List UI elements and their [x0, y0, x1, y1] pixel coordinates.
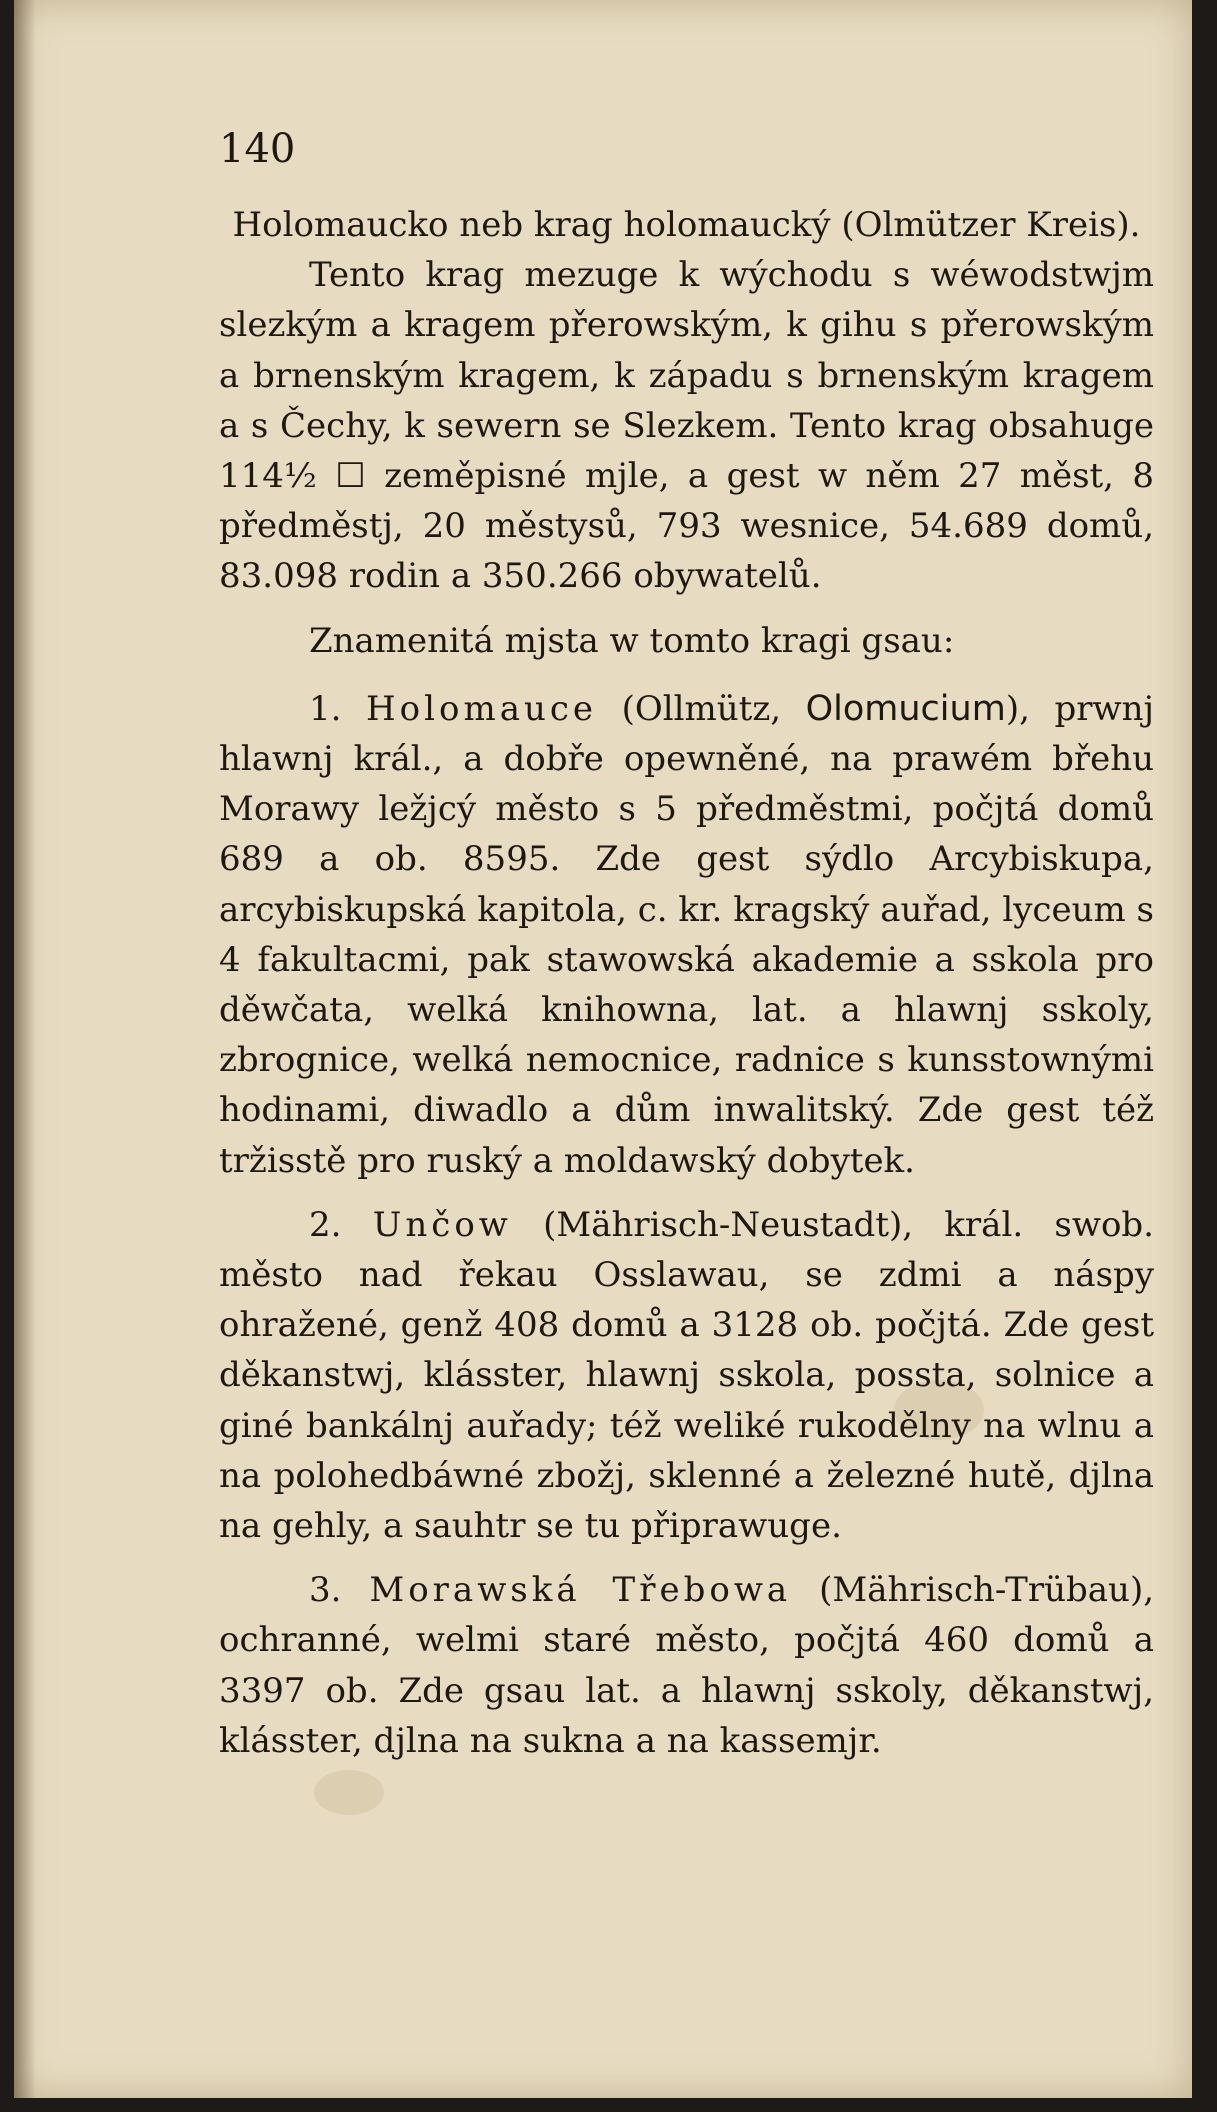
intro-paragraph: Tento krag mezuge k wýchodu s wéwodstwjm slezkým a kragem přerowským, k gihu s přerowským a brnenským kragem, k západu s brnenským kragem a s Čechy, k sewern se Slezkem. Tento krag obsahuge 114½ ☐ zeměpisné mjle, a gest w něm 27 měst, 8 předměstj, 20 městysů, 793 wesnice, 54.689 domů, 83.098 rodin a 350.266 obywatelů. — [219, 255, 1154, 597]
list-item — [219, 1565, 1154, 1766]
paper-stain — [314, 1770, 384, 1815]
item-latin-name: Olomucium — [805, 688, 1006, 729]
book-page — [14, 0, 1192, 2098]
section-heading — [219, 200, 1154, 250]
page-text — [219, 200, 1154, 1766]
item-text: ochranné, welmi staré město, počjtá 460 domů a 3397 ob. Zde gsau lat. a hlawnj sskoly, děkanstwj, klásster, djlna na sukna a na kassemjr. — [219, 1620, 1154, 1761]
item-text: prwnj hlawnj král., a dobře opewněné, na prawém břehu Morawy ležjcý město s 5 předměstmi, počjtá domů 689 a ob. 8595. Zde gest sýdlo Arcybiskupa, arcybiskupská kapitola, c. kr. kragský auřad, lyceum s 4 fakultacmi, pak stawowská akademie a sskola pro děwčata, welká knihowna, lat. a hlawnj sskoly, zbrognice, welká nemocnice, radnice s kunsstownými hodinami, diwadlo a dům inwalitský. Zde gest též tržisstě pro ruský a moldawský dobytek. — [219, 688, 1155, 1181]
page-number: 140 — [219, 126, 296, 172]
item-paren-close: ), — [1005, 688, 1030, 729]
item-number: 3. — [309, 1570, 342, 1611]
heading-german: (Olmützer Kreis). — [841, 205, 1141, 245]
list-item — [219, 684, 1154, 1186]
item-number: 1. — [309, 688, 342, 729]
item-paren-open: (Mährisch-Neustadt), — [543, 1204, 914, 1245]
item-name: Unčow — [372, 1204, 512, 1245]
subheading: Znamenitá mjsta w tomto kragi gsau: — [309, 620, 955, 661]
page-gutter-shadow — [14, 0, 36, 2098]
item-number: 2. — [309, 1204, 342, 1245]
list-item — [219, 1200, 1154, 1551]
item-paren-open: (Ollmütz, — [621, 688, 806, 729]
item-name: Holomauce — [366, 688, 598, 729]
item-paren-open: (Mährisch-Trübau), — [819, 1570, 1155, 1611]
heading-main: Holomaucko neb krag holomaucký — [232, 205, 831, 245]
item-name: Morawská Třebowa — [369, 1570, 792, 1611]
item-text: král. swob. město nad řekau Osslawau, se zdmi a náspy ohražené, genž 408 domů a 3128 ob. počjtá. Zde gest děkanstwj, klásster, hlawnj sskola, possta, solnice a giné bankálnj auřady; též weliké rukodělny na wlnu a na polohedbáwné zbožj, sklenné a železné hutě, djlna na gehly, a sauhtr se tu připrawuge. — [219, 1204, 1154, 1547]
